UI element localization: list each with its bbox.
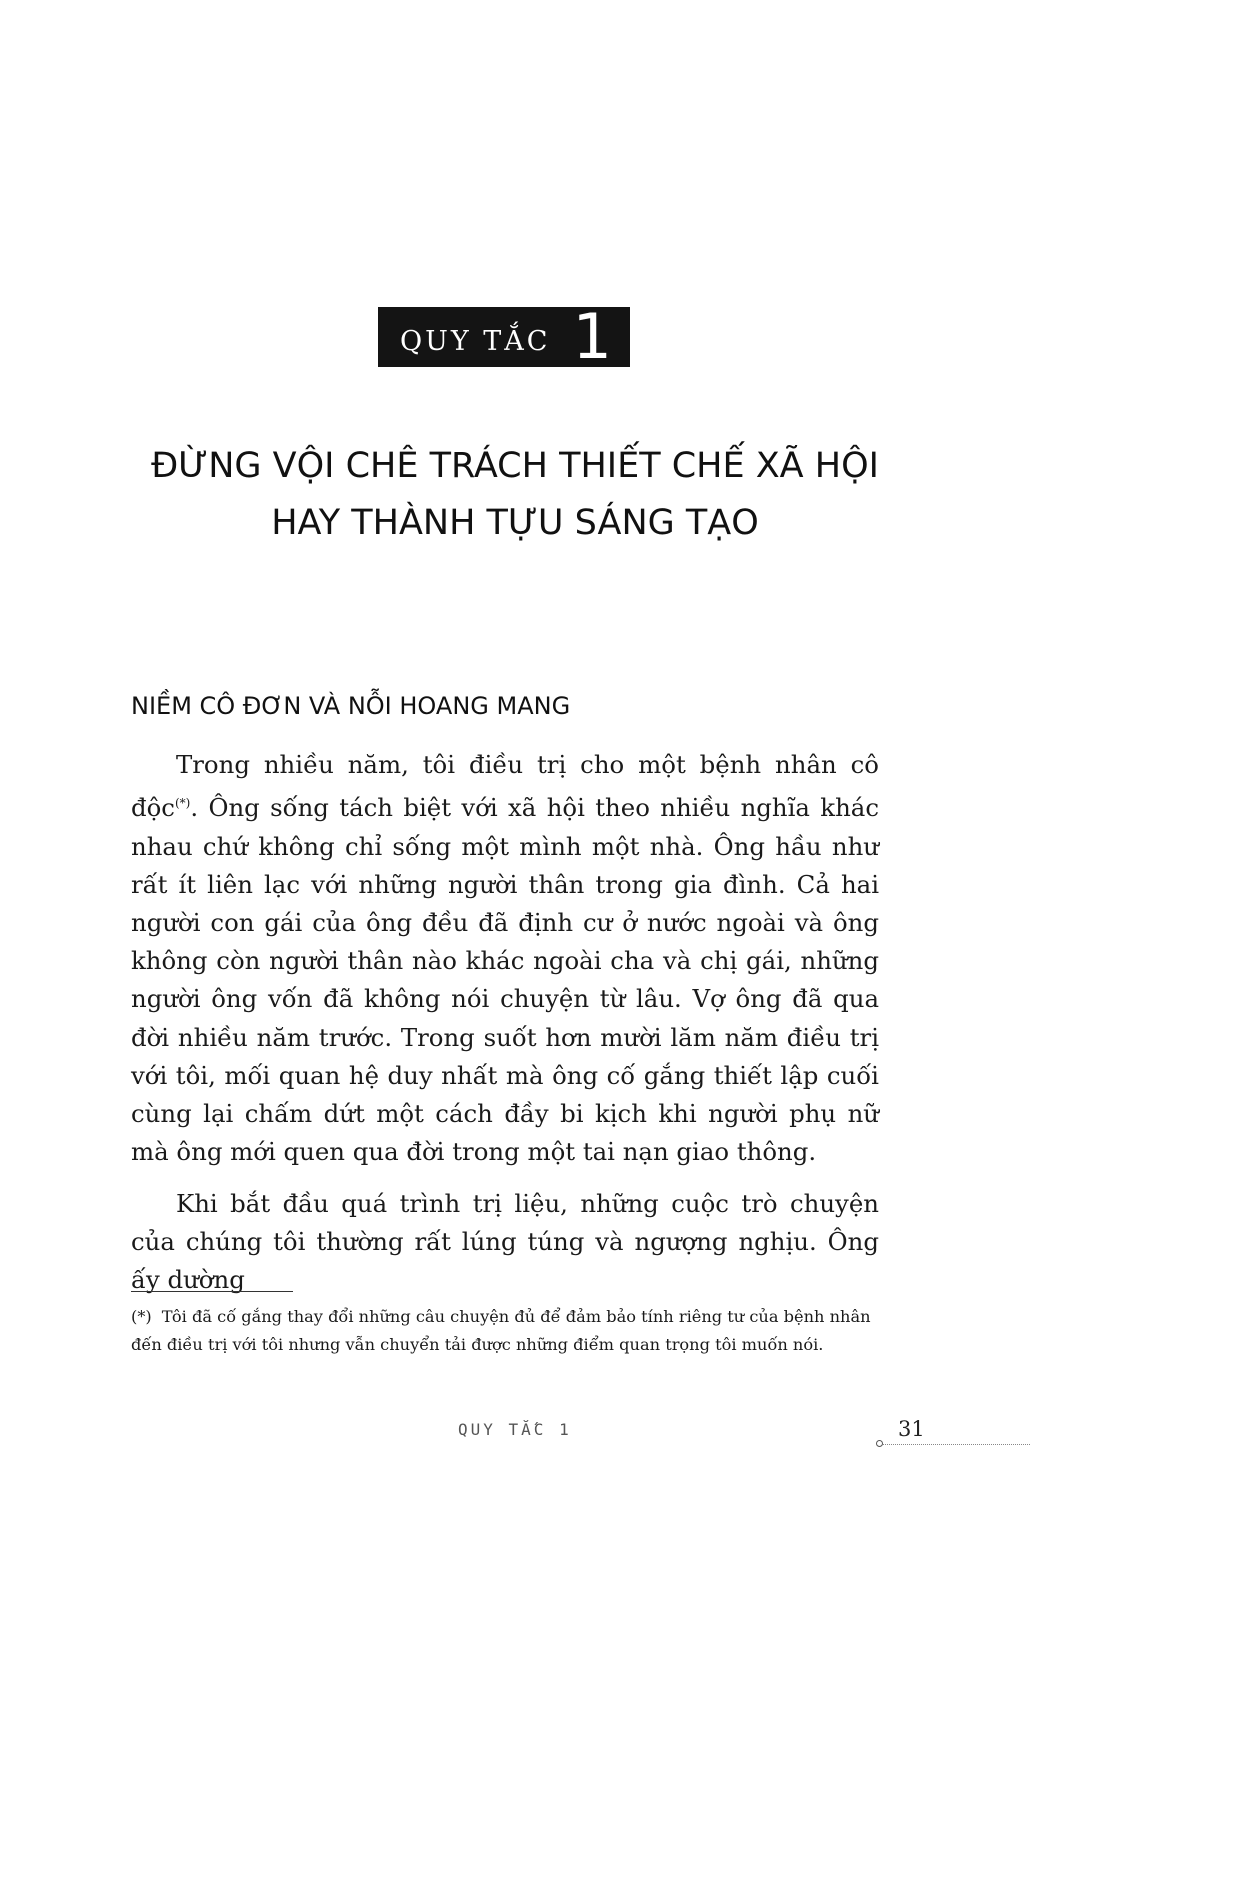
footnote-mark: (*) (131, 1307, 152, 1326)
section-heading: NIỀM CÔ ĐƠN VÀ NỖI HOANG MANG (131, 692, 571, 720)
chapter-title-line-2: HAY THÀNH TỰU SÁNG TẠO (271, 503, 759, 543)
page-marker-circle (876, 1440, 883, 1447)
page-number: 31 (898, 1417, 925, 1441)
footnote (131, 1303, 879, 1359)
running-footer: QUY TẮC 1 (458, 1420, 572, 1439)
page-dot-leader (883, 1444, 1030, 1445)
chapter-label: QUY TẮC (400, 325, 551, 357)
footnote-text: Tôi đã cố gắng thay đổi những câu chuyện đủ để đảm bảo tính riêng tư của bệnh nhân đến điều trị với tôi nhưng vẫn chuyển tải được những điểm quan trọng tôi muốn nói. (131, 1307, 871, 1354)
footnote-reference[interactable]: (*) (174, 796, 191, 811)
chapter-badge (378, 300, 630, 373)
paragraph-1-text: Trong nhiều năm, tôi điều trị cho một bệnh nhân cô độc (131, 750, 879, 823)
chapter-number: 1 (572, 300, 612, 373)
chapter-title-line-1: ĐỪNG VỘI CHÊ TRÁCH THIẾT CHẾ XÃ HỘI (151, 446, 879, 486)
footnote-divider (131, 1291, 293, 1292)
body-paragraph-1 (131, 746, 879, 1171)
body-paragraph-2: Khi bắt đầu quá trình trị liệu, những cuộc trò chuyện của chúng tôi thường rất lúng túng và ngượng nghịu. Ông ấy dường (131, 1189, 879, 1295)
chapter-title (60, 438, 970, 552)
paragraph-1-rest: . Ông sống tách biệt với xã hội theo nhiều nghĩa khác nhau chứ không chỉ sống một mình một nhà. Ông hầu như rất ít liên lạc với những người thân trong gia đình. Cả hai người con gái của ông đều đã định cư ở nước ngoài và ông không còn người thân nào khác ngoài cha và chị gái, những người ông vốn đã không nói chuyện từ lâu. Vợ ông đã qua đời nhiều năm trước. Trong suốt hơn mười lăm năm điều trị với tôi, mối quan hệ duy nhất mà ông cố gắng thiết lập cuối cùng lại chấm dứt một cách đầy bi kịch khi người phụ nữ mà ông mới quen qua đời trong một tai nạn giao thông. (131, 793, 879, 1167)
